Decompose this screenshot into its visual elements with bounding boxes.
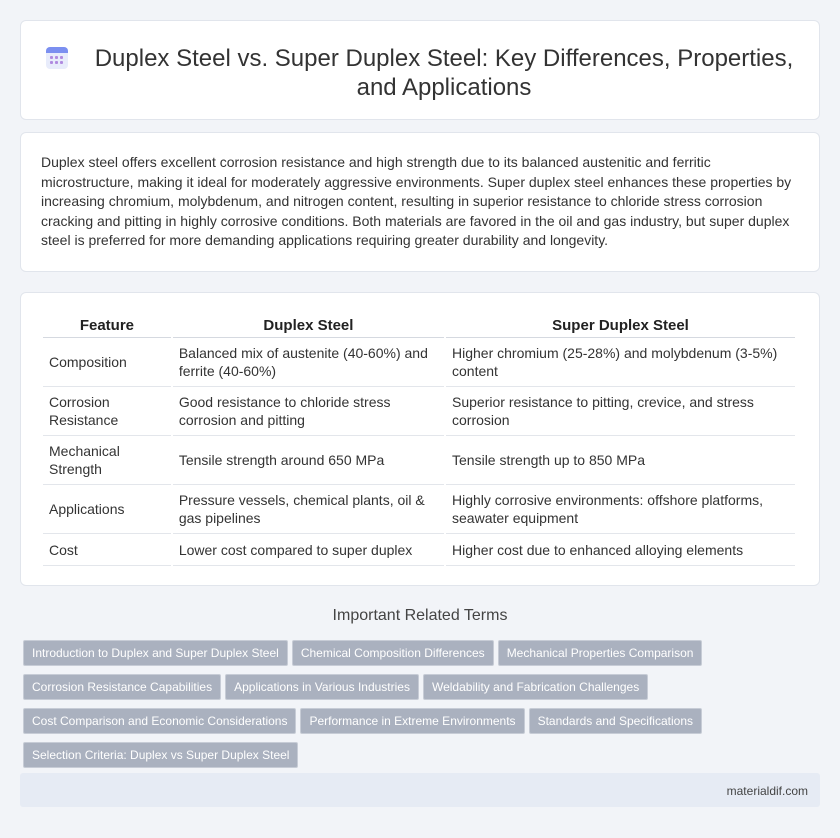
duplex-cell: Balanced mix of austenite (40-60%) and ferrite (40-60%) (173, 338, 444, 387)
comparison-card (20, 292, 820, 586)
related-terms-title: Important Related Terms (332, 607, 508, 624)
related-terms-tags (23, 640, 823, 776)
feature-cell: Applications (43, 485, 171, 534)
related-term-tag[interactable]: Mechanical Properties Comparison (498, 640, 703, 666)
super-duplex-cell: Highly corrosive environments: offshore platforms, seawater equipment (446, 485, 795, 534)
feature-cell: Composition (43, 338, 171, 387)
feature-cell: Corrosion Resistance (43, 387, 171, 436)
feature-cell: Cost (43, 534, 171, 566)
super-duplex-cell: Superior resistance to pitting, crevice, and stress corrosion (446, 387, 795, 436)
table-row (43, 387, 795, 436)
comparison-table (41, 311, 797, 566)
column-header: Feature (43, 311, 171, 338)
table-row (43, 534, 795, 566)
table-header-row (43, 311, 795, 338)
intro-card (20, 132, 820, 272)
super-duplex-cell: Higher chromium (25-28%) and molybdenum (3-5%) content (446, 338, 795, 387)
super-duplex-cell: Tensile strength up to 850 MPa (446, 436, 795, 485)
related-term-tag[interactable]: Performance in Extreme Environments (300, 708, 524, 734)
table-row (43, 436, 795, 485)
table-row (43, 485, 795, 534)
site-name[interactable]: materialdif.com (726, 784, 808, 798)
related-term-tag[interactable]: Chemical Composition Differences (292, 640, 494, 666)
footer (20, 773, 820, 807)
table-row (43, 338, 795, 387)
related-term-tag[interactable]: Applications in Various Industries (225, 674, 419, 700)
duplex-cell: Pressure vessels, chemical plants, oil & gas pipelines (173, 485, 444, 534)
duplex-cell: Good resistance to chloride stress corrosion and pitting (173, 387, 444, 436)
column-header: Duplex Steel (173, 311, 444, 338)
page-title: Duplex Steel vs. Super Duplex Steel: Key Differences, Properties, and Applications (94, 45, 794, 101)
super-duplex-cell: Higher cost due to enhanced alloying elements (446, 534, 795, 566)
duplex-cell: Tensile strength around 650 MPa (173, 436, 444, 485)
related-term-tag[interactable]: Selection Criteria: Duplex vs Super Duplex Steel (23, 742, 298, 768)
intro-paragraph: Duplex steel offers excellent corrosion resistance and high strength due to its balanced austenitic and ferritic microstructure, making it ideal for moderately aggressive environments. Super duplex steel enhances these properties by increasing chromium, molybdenum, and nitrogen content, resulting in superior resistance to chloride stress corrosion cracking and pitting in highly corrosive conditions. Both materials are favored in the oil and gas industry, but super duplex steel is preferred for more demanding applications requiring greater durability and longevity. (41, 154, 792, 248)
feature-cell: Mechanical Strength (43, 436, 171, 485)
related-term-tag[interactable]: Corrosion Resistance Capabilities (23, 674, 221, 700)
related-term-tag[interactable]: Weldability and Fabrication Challenges (423, 674, 648, 700)
related-term-tag[interactable]: Introduction to Duplex and Super Duplex Steel (23, 640, 288, 666)
calendar-icon (46, 47, 68, 69)
related-term-tag[interactable]: Standards and Specifications (529, 708, 702, 734)
duplex-cell: Lower cost compared to super duplex (173, 534, 444, 566)
column-header: Super Duplex Steel (446, 311, 795, 338)
related-term-tag[interactable]: Cost Comparison and Economic Considerations (23, 708, 296, 734)
title-card (20, 20, 820, 120)
